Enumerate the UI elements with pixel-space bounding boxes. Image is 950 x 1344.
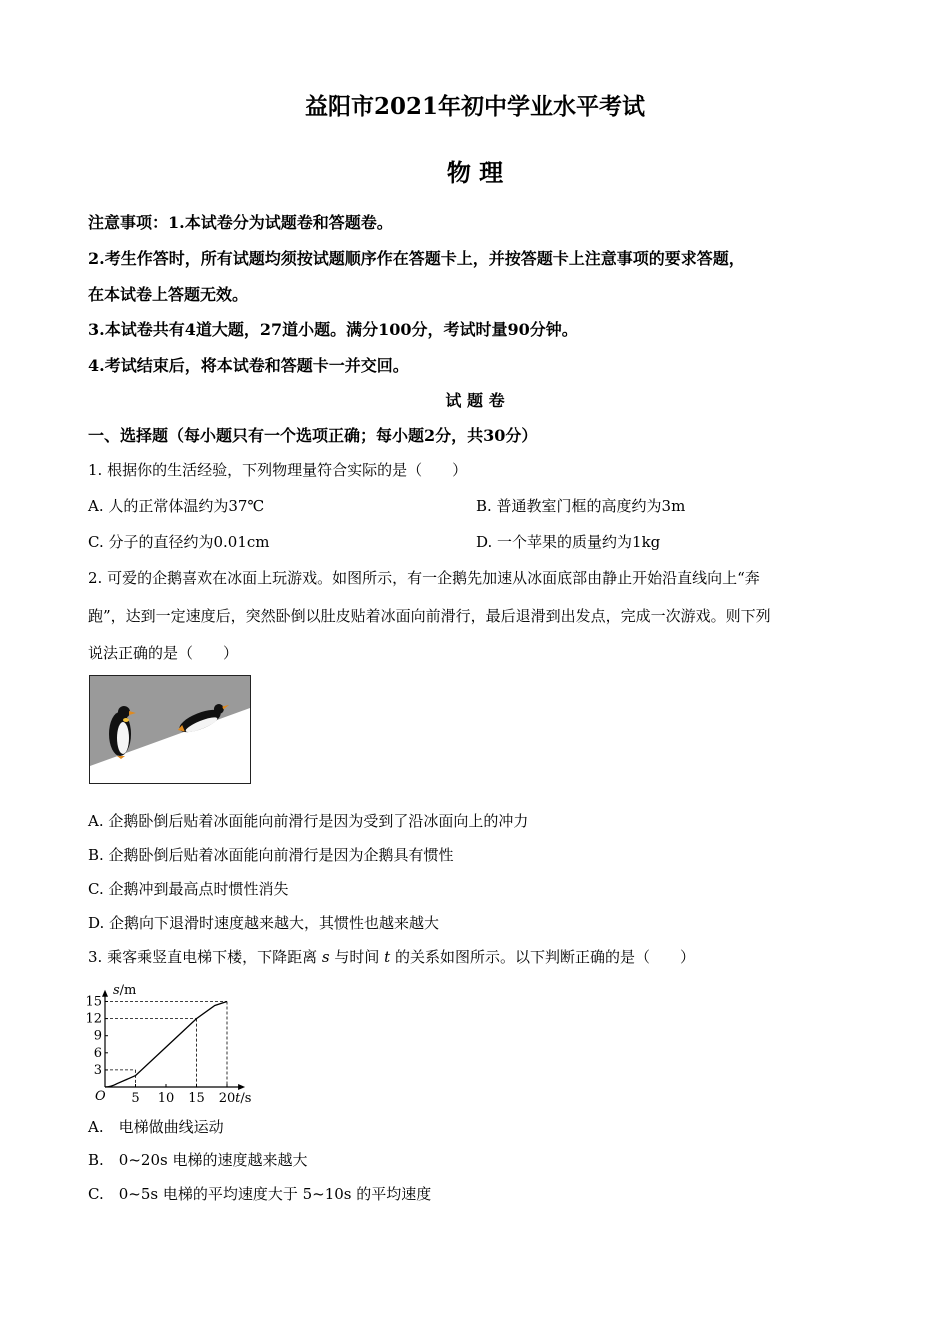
section-heading: 一、选择题（每小题只有一个选项正确；每小题2分，共30分） — [88, 426, 538, 445]
page-title: 益阳市2021年初中学业水平考试 — [304, 93, 645, 120]
x-tick-label: 10 — [157, 1091, 175, 1106]
penguin-figure — [89, 675, 251, 784]
series-line — [105, 1002, 227, 1088]
q2-option-b: B. 企鹅卧倒后贴着冰面能向前滑行是因为企鹅具有惯性 — [88, 846, 454, 864]
q3-stem-part-c: 的关系如图所示。以下判断正确的是（ ） — [394, 948, 695, 966]
q3-option-c: C. 0~5s 电梯的平均速度大于 5~10s 的平均速度 — [88, 1185, 432, 1203]
q2-stem-line-3: 说法正确的是（ ） — [88, 644, 239, 662]
subject-title: 物 理 — [446, 158, 504, 187]
notice-line-2b: 在本试卷上答题无效。 — [88, 285, 249, 304]
y-tick-label: 6 — [93, 1045, 102, 1061]
x-tick-label: 5 — [131, 1091, 140, 1106]
q3-stem — [88, 946, 695, 967]
y-axis-arrow — [102, 990, 108, 997]
q1-option-d: D. 一个苹果的质量约为1kg — [476, 533, 661, 551]
notice-line-1: 注意事项：1.本试卷分为试题卷和答题卷。 — [88, 213, 393, 232]
y-tick-label: 9 — [93, 1028, 102, 1044]
x-axis-label: t/s — [235, 1091, 252, 1106]
paper-label: 试 题 卷 — [445, 391, 505, 410]
s-t-graph — [84, 975, 274, 1110]
x-tick-label: 15 — [188, 1091, 205, 1106]
x-axis-arrow — [238, 1084, 245, 1090]
y-tick-label: 3 — [93, 1062, 102, 1078]
q2-option-d: D. 企鹅向下退滑时速度越来越大，其惯性也越来越大 — [88, 914, 440, 932]
y-tick-label: 15 — [85, 994, 102, 1010]
q3-option-b: B. 0~20s 电梯的速度越来越大 — [88, 1151, 308, 1169]
q3-stem-part-b: 与时间 — [334, 948, 380, 966]
q2-stem-line-1: 2. 可爱的企鹅喜欢在冰面上玩游戏。如图所示，有一企鹅先加速从冰面底部由静止开始沿直线向上“奔 — [88, 569, 760, 587]
q2-option-c: C. 企鹅冲到最高点时惯性消失 — [88, 880, 289, 898]
q3-var-t: t — [384, 948, 391, 966]
q3-stem-part-a: 3. 乘客乘竖直电梯下楼，下降距离 — [88, 948, 318, 966]
notice-line-4: 4.考试结束后，将本试卷和答题卡一并交回。 — [88, 356, 409, 375]
q1-stem: 1. 根据你的生活经验，下列物理量符合实际的是（ ） — [88, 461, 468, 479]
q3-option-a: A. 电梯做曲线运动 — [88, 1118, 224, 1136]
notice-line-2a: 2.考生作答时，所有试题均须按试题顺序作在答题卡上，并按答题卡上注意事项的要求答题， — [88, 249, 745, 268]
x-tick-label: 20 — [218, 1091, 236, 1106]
origin-label: O — [95, 1089, 106, 1104]
y-axis-label: s/m — [113, 982, 137, 998]
q1-option-a: A. 人的正常体温约为37℃ — [88, 497, 265, 515]
q1-option-c: C. 分子的直径约为0.01cm — [88, 533, 270, 551]
q3-var-s: s — [321, 948, 330, 966]
q2-stem-line-2: 跑”，达到一定速度后，突然卧倒以肚皮贴着冰面向前滑行，最后退滑到出发点，完成一次游戏。则下列 — [88, 607, 771, 625]
notice-line-3: 3.本试卷共有4道大题，27道小题。满分100分，考试时量90分钟。 — [88, 320, 578, 339]
q2-option-a: A. 企鹅卧倒后贴着冰面能向前滑行是因为受到了沿冰面向上的冲力 — [88, 812, 529, 830]
q1-option-b: B. 普通教室门框的高度约为3m — [476, 497, 686, 515]
penguin-illustration — [90, 676, 250, 783]
y-tick-label: 12 — [85, 1011, 102, 1027]
